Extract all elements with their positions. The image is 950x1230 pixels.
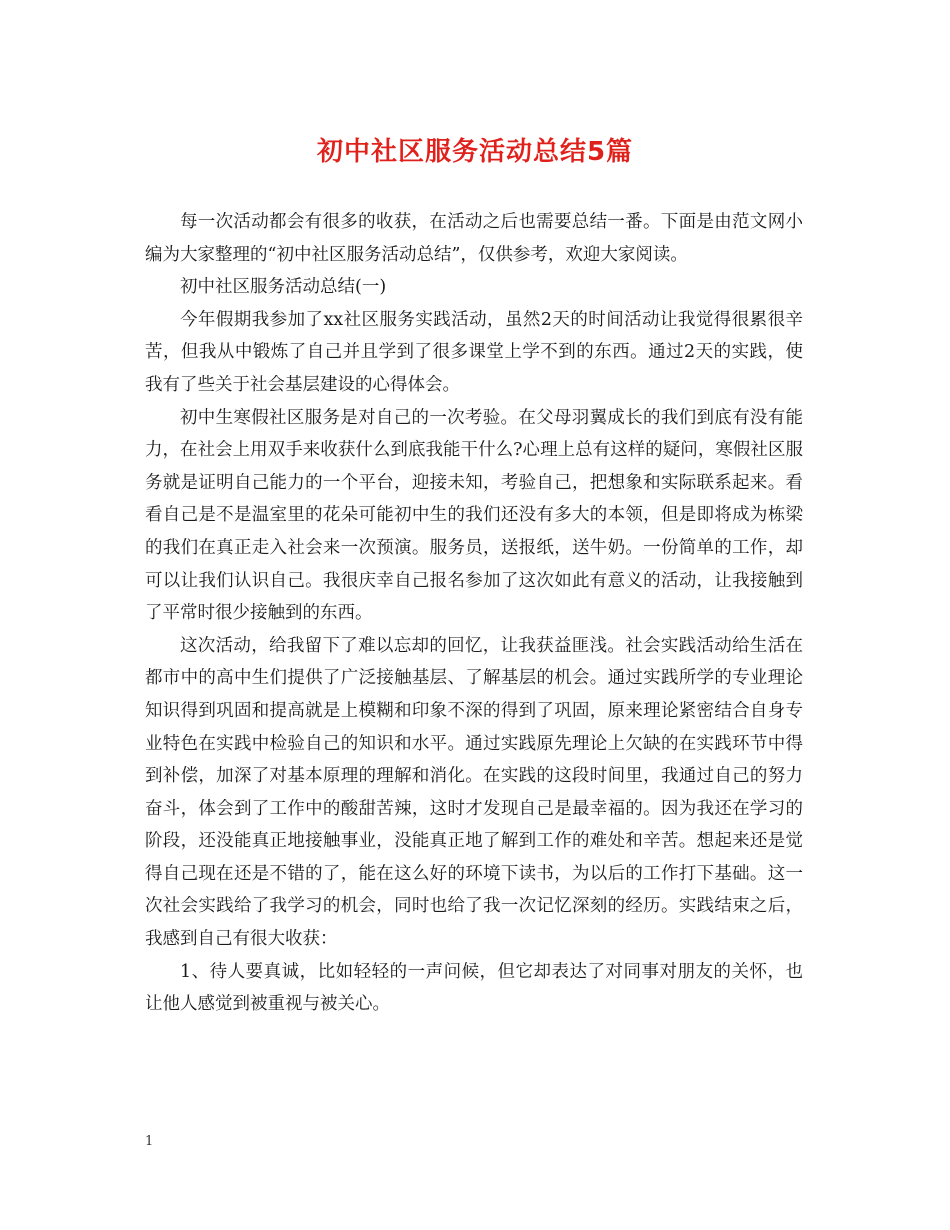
body-paragraph: 这次活动，给我留下了难以忘却的回忆，让我获益匪浅。社会实践活动给生活在都市中的高中生们提供了广泛接触基层、了解基层的机会。通过实践所学的专业理论知识得到巩固和提高就是上模糊和印象不深的得到了巩固，原来理论紧密结合自身专业特色在实践中检验自己的知识和水平。通过实践原先理论上欠缺的在实践环节中得到补偿，加深了对基本原理的理解和消化。在实践的这段时间里，我通过自己的努力奋斗，体会到了工作中的酸甜苦辣，这时才发现自己是最幸福的。因为我还在学习的阶段，还没能真正地接触事业，没能真正地了解到工作的难处和辛苦。想起来还是觉得自己现在还是不错的了，能在这么好的环境下读书，为以后的工作打下基础。这一次社会实践给了我学习的机会，同时也给了我一次记忆深刻的经历。实践结束之后，我感到自己有很大收获： [145,635,803,950]
page-number: 1 [145,1134,154,1149]
document-body [145,206,803,1021]
section-heading: 初中社区服务活动总结(一) [180,277,387,298]
body-paragraph: 今年假期我参加了xx社区服务实践活动，虽然2天的时间活动让我觉得很累很辛苦，但我从中锻炼了自己并且学到了很多课堂上学不到的东西。通过2天的实践，使我有了些关于社会基层建设的心得体会。 [145,309,803,395]
document-title: 初中社区服务活动总结5篇 [316,137,634,167]
list-item: 1、待人要真诚，比如轻轻的一声问候，但它却表达了对同事对朋友的关怀，也让他人感觉到被重视与被关心。 [145,961,803,1015]
intro-paragraph: 每一次活动都会有很多的收获，在活动之后也需要总结一番。下面是由范文网小编为大家整理的“初中社区服务活动总结”，仅供参考，欢迎大家阅读。 [145,212,803,265]
body-paragraph: 初中生寒假社区服务是对自己的一次考验。在父母羽翼成长的我们到底有没有能力，在社会上用双手来收获什么到底我能干什么?心理上总有这样的疑问，寒假社区服务就是证明自己能力的一个平台，迎接未知，考验自己，把想象和实际联系起来。看看自己是不是温室里的花朵可能初中生的我们还没有多大的本领，但是即将成为栋梁的我们在真正走入社会来一次预演。服务员，送报纸，送牛奶。一份简单的工作，却可以让我们认识自己。我很庆幸自己报名参加了这次如此有意义的活动，让我接触到了平常时很少接触到的东西。 [145,407,803,624]
